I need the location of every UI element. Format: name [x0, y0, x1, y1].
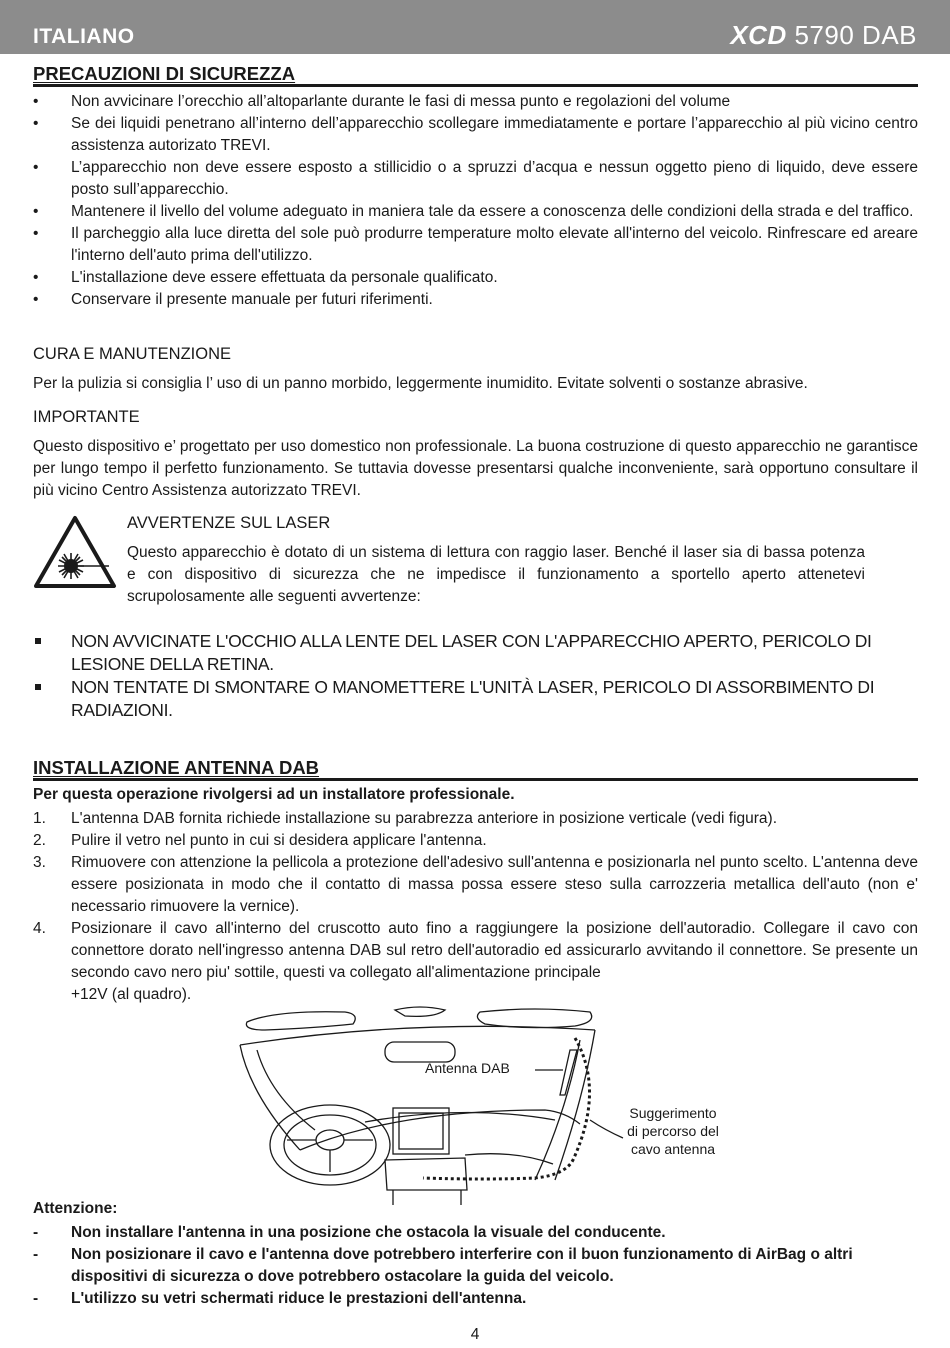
page-number: 4 [470, 1326, 480, 1343]
list-item: • Se dei liquidi penetrano all’interno dell’apparecchio scollegare immediatamente e portare l’apparecchio al più vicino centro assistenza autorizato TREVI. [33, 115, 918, 154]
list-item: 3. Rimuovere con attenzione la pellicola a protezione dell'adesivo sull'antenna e posizionarla nel punto scelto. L'antenna deve essere posizionata in modo che il contatto di massa possa essere steso sulla carrozzeria metallica dell'auto (non e' necessario rimuovere la vernice). [33, 854, 918, 915]
list-item: • Non avvicinare l’orecchio all’altoparlante durante le fasi di messa punto e regolazioni del volume [33, 93, 731, 110]
language-label: ITALIANO [33, 25, 135, 48]
cable-route-label: Suggerimento di percorso del cavo antenna [627, 1105, 719, 1157]
list-item: • L'installazione deve essere effettuata da personale qualificato. [33, 269, 498, 286]
list-item: - Non posizionare il cavo e l'antenna dove potrebbero interferire con il buon funzionamento di AirBag o altri dispositivi di sicurezza o dove potrebbero ostacolare la guida del veicolo. [33, 1246, 853, 1285]
antenna-title: INSTALLAZIONE ANTENNA DAB [33, 758, 918, 781]
model-brand: XCD [730, 20, 787, 50]
list-item: - L'utilizzo su vetri schermati riduce le prestazioni dell'antenna. [33, 1290, 527, 1307]
attention-title: Attenzione: [33, 1200, 118, 1217]
important-title: IMPORTANTE [33, 408, 140, 426]
model-name [730, 20, 917, 51]
care-title: CURA E MANUTENZIONE [33, 345, 232, 363]
attention-list [33, 1222, 918, 1310]
list-item: - Non installare l'antenna in una posizione che ostacola la visuale del conducente. [33, 1224, 666, 1241]
square-bullet-icon [35, 684, 41, 690]
list-item: NON TENTATE DI SMONTARE O MANOMETTERE L'UNITÀ LASER, PERICOLO DI ASSORBIMENTO DI RADIAZIONI. [33, 676, 893, 722]
list-item: • Mantenere il livello del volume adeguato in maniera tale da essere a conoscenza delle condizioni della strada e del traffico. [33, 203, 914, 220]
laser-warnings [33, 630, 893, 722]
list-item: 2. Pulire il vetro nel punto in cui si desidera applicare l'antenna. [33, 832, 487, 849]
important-text: Questo dispositivo e’ progettato per uso domestico non professionale. La buona costruzione di questo apparecchio ne garantisce per lungo tempo il perfetto funzionamento. Se tuttavia dovesse presentarsi qualche inconveniente, sarà opportuno consultare il più vicino Centro Assistenza autorizzato TREVI. [33, 438, 918, 499]
care-text: Per la pulizia si consiglia l’ uso di un panno morbido, leggermente inumidito. Evitate solventi o sostanze abrasive. [33, 375, 808, 392]
laser-warning-icon [33, 515, 117, 589]
page-header [0, 0, 950, 54]
list-item: • Conservare il presente manuale per futuri riferimenti. [33, 291, 433, 308]
list-item: • Il parcheggio alla luce diretta del sole può produrre temperature molto elevate all'interno del veicolo. Rinfrescare ed areare l'interno dell'auto prima dell'utilizzo. [33, 225, 918, 264]
model-number: 5790 DAB [786, 20, 917, 50]
safety-list [33, 91, 918, 311]
list-item: 1. L'antenna DAB fornita richiede installazione su parabrezza anteriore in posizione verticale (vedi figura). [33, 810, 778, 827]
antenna-installation-figure [235, 1000, 735, 1210]
square-bullet-icon [35, 638, 41, 644]
laser-title: AVVERTENZE SUL LASER [127, 514, 331, 532]
laser-text: Questo apparecchio è dotato di un sistema di lettura con raggio laser. Benché il laser sia di bassa potenza e con dispositivo di sicurezza che ne impedisce il funzionamento a sportello aperto attenetevi scrupolosamente alle seguenti avvertenze: [127, 544, 865, 605]
list-item: • L’apparecchio non deve essere esposto a stillicidio o a spruzzi d’acqua e nessun oggetto pieno di liquido, deve essere posto sull’apparecchio. [33, 159, 918, 198]
antenna-dab-label: Antenna DAB [425, 1060, 510, 1076]
safety-title: PRECAUZIONI DI SICUREZZA [33, 64, 918, 87]
antenna-intro: Per questa operazione rivolgersi ad un installatore professionale. [33, 786, 515, 803]
list-item: 4. Posizionare il cavo all'interno del cruscotto auto fino a raggiungere la posizione dell'autoradio. Collegare il cavo con connettore dorato nell'ingresso antenna DAB sul retro dell'autoradio ed assicurarlo avvitando il connettore. Se presente un secondo cavo nero piu' sottile, questi va collegato all'alimentazione principale +12V (al quadro). [33, 920, 918, 1003]
list-item: NON AVVICINATE L'OCCHIO ALLA LENTE DEL LASER CON L'APPARECCHIO APERTO, PERICOLO DI LESIONE DELLA RETINA. [33, 630, 893, 676]
antenna-steps [33, 808, 918, 1006]
